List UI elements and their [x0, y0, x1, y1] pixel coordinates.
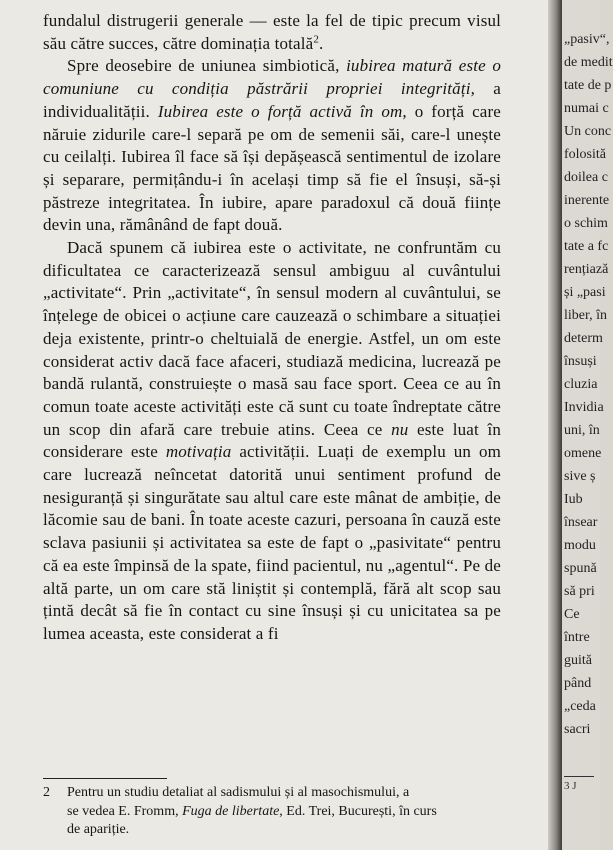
- footnote-book-title: Fuga de libertate: [182, 803, 280, 819]
- facing-page-line: însear: [564, 515, 598, 530]
- facing-page-line: tate de p: [564, 78, 612, 93]
- facing-page-line: rențiază: [564, 262, 609, 277]
- facing-page: [562, 0, 613, 850]
- facing-page-line: determ: [564, 331, 603, 346]
- italic-text: Iubirea este o forță activă în om: [157, 101, 403, 121]
- facing-page-line: să pri: [564, 584, 595, 599]
- text-run: , o forță care năruie zidurile care-l separă pe om de semenii săi, care-l unește cu ceilalți. Iubirea îl face să își depășească sentimentul de izolare și separare, permițându-i în același timp să fie el însuși, să-și păstreze integritatea. În iubire, apare paradoxul că două ființe devin una, rămânând de fapt două.: [43, 101, 501, 235]
- text-run: a individualității.: [43, 79, 501, 121]
- facing-page-line: tate a fc: [564, 239, 609, 254]
- facing-page-line: și „pasi: [564, 285, 606, 300]
- paragraph: [43, 237, 501, 646]
- facing-footnote-text: J: [572, 780, 577, 792]
- facing-page-line: „pasiv“,: [564, 32, 610, 47]
- facing-page-line: omene: [564, 446, 602, 461]
- facing-page-line: folosită: [564, 147, 606, 162]
- footnote-line: de apariție.: [67, 822, 130, 837]
- facing-page-line: spună: [564, 561, 597, 576]
- footnote-number: 2: [43, 785, 50, 800]
- footnote-line: Pentru un studiu detaliat al sadismului și al masochismului, a: [67, 785, 410, 800]
- footnote-text: [67, 784, 503, 840]
- facing-page-line: numai c: [564, 101, 609, 116]
- facing-page-line: liber, în: [564, 308, 607, 323]
- paragraph: [43, 10, 501, 55]
- text-run: Dacă spunem că iubirea este o activitate, ne confruntăm cu dificultatea ce caracterizează sensul ambiguu al cuvântului „activitate“. Prin „activitate“, în sensul modern al cuvântului, se înțelege de obicei o acțiune care cauzează o schimbare a situației deja existente, printr-o cheltuială de energie. Astfel, un om este considerat activ dacă face afaceri, studiază medicina, lucrează pe bandă rulantă, construiește o masă sau face sport. Ceea ce au în comun toate aceste activități este că sunt cu toate îndreptate către un scop din afară care trebuie atins. Ceea ce: [43, 238, 501, 439]
- facing-page-line: doilea c: [564, 170, 608, 185]
- body-text: [43, 10, 501, 646]
- facing-page-line: uni, în: [564, 423, 600, 438]
- italic-text: motivația: [165, 442, 232, 462]
- facing-footnote-rule: [564, 776, 594, 777]
- facing-page-line: pând: [564, 676, 592, 691]
- footnote-line: se vedea E. Fromm, Fuga de libertate, Ed. Trei, București, în curs: [67, 803, 437, 819]
- facing-page-footnote: [564, 776, 594, 792]
- text-run: activității. Luați de exemplu un om care lucrează neîncetat datorită unui sentiment profund de nesiguranță și singurătate sau altul care este mânat de ambiție, de lăcomie sau de bani. În toate aceste cazuri, persoana în cauză este sclava pasiunii și activitatea sa este de fapt o „pasivitate“ pentru că ea este împinsă de la spate, fiind pacientul, nu „agentul“. Pe de altă parte, un om care stă liniștit și contemplă, fără alt scop sau țintă decât să fie în contact cu sine însuși și cu unicitatea sa pe lumea aceasta, este considerat a fi: [43, 442, 501, 643]
- footnote-rule: [43, 778, 167, 779]
- facing-page-line: „ceda: [564, 699, 596, 714]
- text-run: Spre deosebire de uniunea simbiotică,: [67, 56, 347, 76]
- facing-page-line: inerente: [564, 193, 610, 208]
- book-gutter: [548, 0, 562, 850]
- facing-page-line: guită: [564, 653, 592, 668]
- facing-page-line: Invidia: [564, 400, 604, 415]
- text-run: .: [318, 33, 324, 53]
- facing-page-line: de medit: [564, 55, 613, 70]
- facing-page-line: sive ș: [564, 469, 596, 484]
- facing-page-line: o schim: [564, 216, 608, 231]
- footnote-ref: 2: [313, 33, 319, 46]
- footnote: [43, 784, 503, 840]
- facing-page-line: cluzia: [564, 377, 598, 392]
- facing-page-line: între: [564, 630, 590, 645]
- paragraph: [43, 55, 501, 237]
- facing-page-line: Un conc: [564, 124, 612, 139]
- facing-page-line: modu: [564, 538, 596, 553]
- facing-page-line: Ce: [564, 607, 580, 622]
- facing-page-line: însuși: [564, 354, 597, 369]
- text-run: este luat în considerare este: [43, 419, 501, 462]
- italic-text: iubirea matură este o comuniune cu condiția păstrării propriei integrități,: [43, 56, 502, 99]
- text-run: fundalul distrugerii generale — este la fel de tipic precum visul său către succes, către dominația totală: [43, 11, 501, 53]
- facing-footnote-number: 3: [564, 780, 570, 792]
- facing-page-text: [564, 28, 613, 741]
- facing-page-line: sacri: [564, 722, 591, 737]
- facing-page-line: Iub: [564, 492, 583, 507]
- italic-text: nu: [391, 419, 409, 439]
